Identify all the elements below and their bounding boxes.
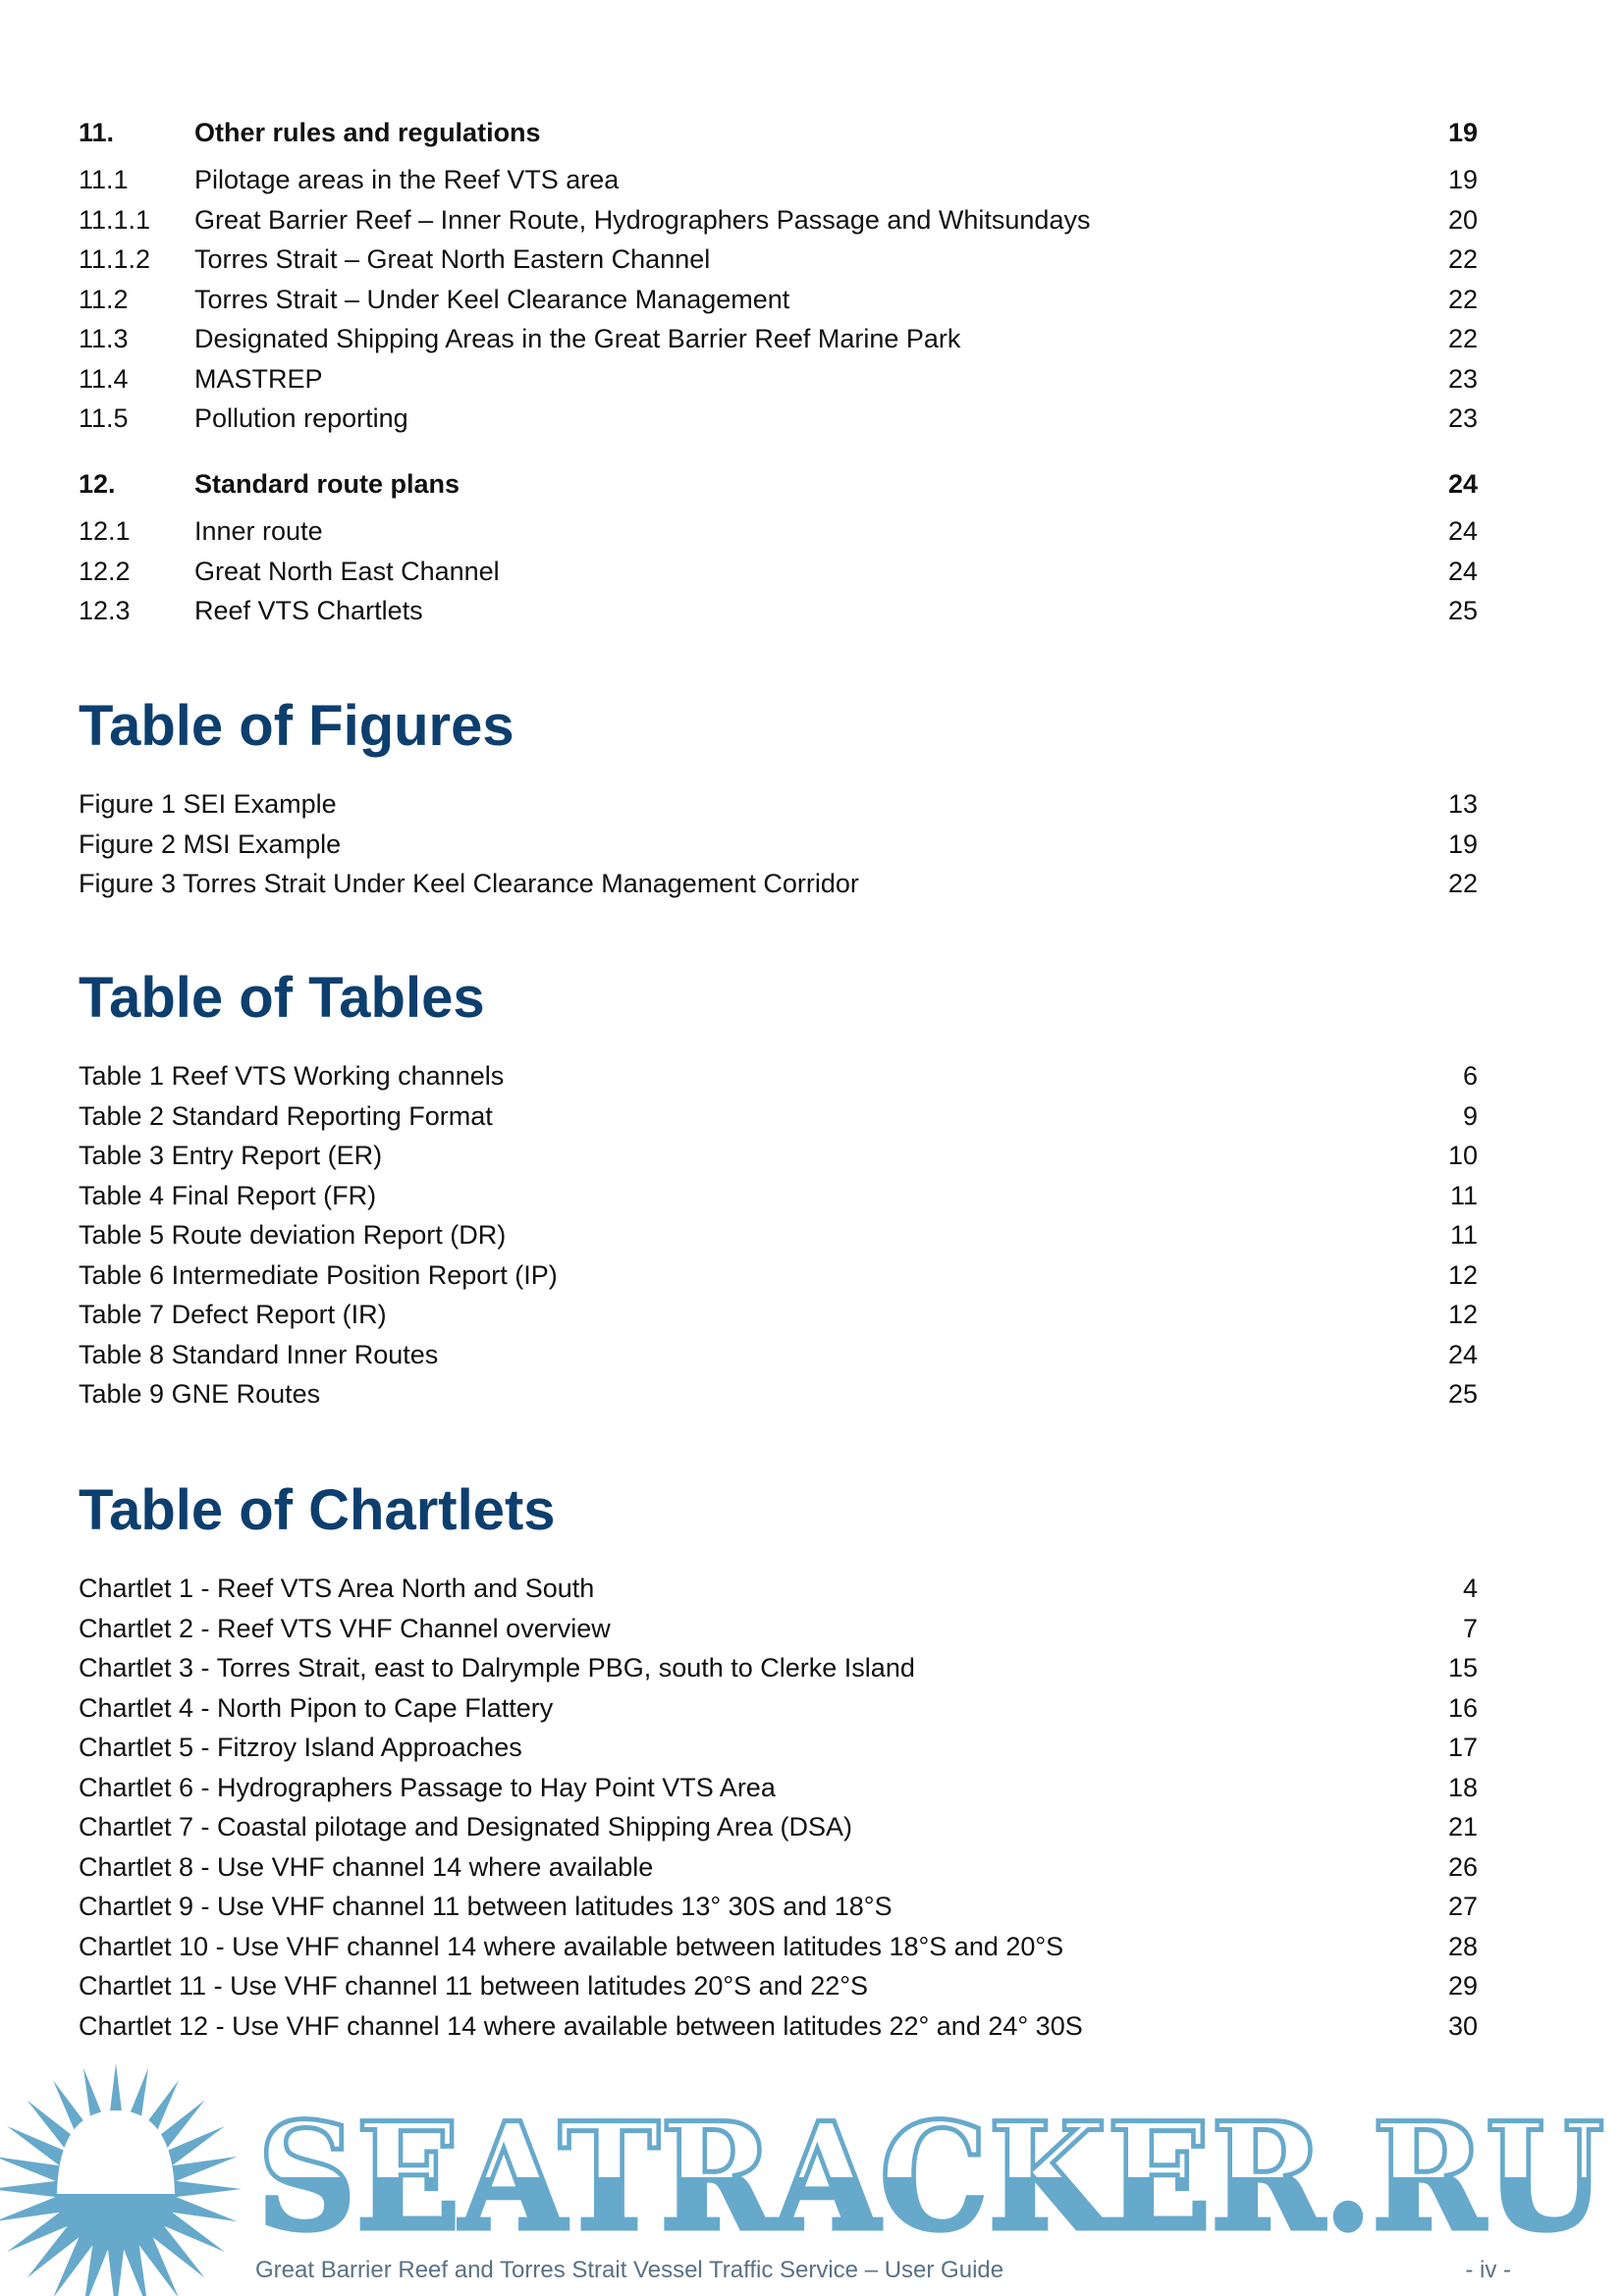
entry-page: 19 (1447, 165, 1478, 194)
entry-page: 23 (1447, 363, 1478, 394)
toc-entry[interactable] (79, 319, 1478, 359)
entry-title: Great North East Channel (194, 556, 500, 586)
entry-page: 4 (1462, 1574, 1478, 1603)
figures-heading: Table of Figures (79, 694, 514, 758)
entry-title: Reef VTS Chartlets (194, 596, 423, 625)
entry-number: 11.1.2 (79, 244, 151, 274)
entry-page: 29 (1447, 1971, 1478, 2001)
entry-title: Chartlet 10 - Use VHF channel 14 where available between latitudes 18°S and 20°S (79, 1931, 1064, 1961)
entry-page: 7 (1462, 1613, 1478, 1643)
chartlets-entry[interactable] (79, 1648, 1478, 1688)
toc-entry[interactable] (79, 280, 1478, 320)
entry-title: MASTREP (194, 363, 323, 394)
toc-entry[interactable] (79, 359, 1478, 400)
entry-title: Figure 1 SEI Example (79, 789, 337, 819)
entry-title: Table 2 Standard Reporting Format (79, 1100, 493, 1131)
entry-page: 19 (1447, 118, 1478, 147)
entry-number: 11.4 (79, 363, 129, 394)
chartlets-heading: Table of Chartlets (79, 1478, 556, 1542)
tables-entry[interactable] (79, 1374, 1478, 1415)
entry-title: Table 9 GNE Routes (79, 1379, 321, 1409)
entry-title: Other rules and regulations (194, 118, 541, 147)
entry-page: 27 (1447, 1892, 1478, 1921)
watermark-text: SEATRACKER.RU (257, 2091, 1604, 2264)
entry-number: 11. (79, 118, 115, 147)
entry-page: 17 (1447, 1733, 1478, 1762)
entry-number: 12.3 (79, 596, 131, 625)
entry-number: 11.1.1 (79, 204, 151, 235)
entry-page: 21 (1447, 1812, 1478, 1842)
entry-title: Figure 3 Torres Strait Under Keel Clearance Management Corridor (79, 869, 859, 898)
entry-page: 16 (1447, 1692, 1478, 1723)
page-footer (255, 2254, 1511, 2287)
entry-page: 19 (1447, 828, 1478, 859)
tables-entry[interactable] (79, 1176, 1478, 1216)
chartlets-entry[interactable] (79, 1807, 1478, 1847)
entry-page: 24 (1447, 1339, 1478, 1369)
entry-page: 12 (1447, 1300, 1478, 1329)
entry-page: 9 (1462, 1100, 1478, 1131)
entry-title: Chartlet 5 - Fitzroy Island Approaches (79, 1733, 522, 1762)
chartlets-entry[interactable] (79, 1966, 1478, 2006)
entry-number: 11.3 (79, 324, 129, 353)
entry-number: 12. (79, 469, 116, 499)
entry-number: 11.5 (79, 403, 129, 433)
entry-title: Chartlet 6 - Hydrographers Passage to Hay Point VTS Area (79, 1772, 776, 1802)
entry-number: 11.1 (79, 165, 129, 194)
toc-entry[interactable] (79, 552, 1478, 592)
entry-page: 22 (1447, 284, 1478, 314)
sun-dome (57, 2110, 175, 2194)
figures-entry[interactable] (79, 784, 1478, 825)
entry-page: 24 (1447, 469, 1478, 499)
chartlets-entry[interactable] (79, 1927, 1478, 1967)
entry-title: Great Barrier Reef – Inner Route, Hydrographers Passage and Whitsundays (194, 204, 1091, 235)
chartlets-entry[interactable] (79, 2006, 1478, 2047)
entry-title: Chartlet 2 - Reef VTS VHF Channel overview (79, 1613, 611, 1643)
chartlets-entry[interactable] (79, 1609, 1478, 1649)
tables-entry[interactable] (79, 1215, 1478, 1255)
entry-page: 11 (1449, 1220, 1478, 1250)
entry-page: 22 (1447, 324, 1478, 353)
entry-page: 24 (1447, 516, 1478, 546)
entry-page: 11 (1449, 1180, 1478, 1210)
tables-entry[interactable] (79, 1056, 1478, 1096)
toc-entry[interactable] (79, 399, 1478, 439)
entry-number: 12.2 (79, 556, 131, 586)
entry-number: 11.2 (79, 284, 129, 314)
tables-entry[interactable] (79, 1096, 1478, 1137)
entry-page: 6 (1462, 1061, 1478, 1091)
entry-page: 28 (1447, 1931, 1478, 1961)
entry-page: 25 (1447, 596, 1478, 625)
chartlets-entry[interactable] (79, 1847, 1478, 1888)
entry-title: Chartlet 1 - Reef VTS Area North and South (79, 1574, 595, 1603)
toc-entry[interactable] (79, 200, 1478, 240)
chartlets-entry[interactable] (79, 1569, 1478, 1609)
tables-entry[interactable] (79, 1136, 1478, 1176)
footer-title: Great Barrier Reef and Torres Strait Vessel Traffic Service – User Guide (255, 2257, 1004, 2283)
tables-heading: Table of Tables (79, 966, 485, 1030)
entry-page: 23 (1447, 403, 1478, 433)
toc-section-12-items (79, 511, 1478, 631)
entry-page: 25 (1447, 1379, 1478, 1409)
entry-title: Chartlet 8 - Use VHF channel 14 where available (79, 1851, 654, 1882)
entry-title: Figure 2 MSI Example (79, 828, 342, 859)
toc-entry-heading[interactable] (79, 464, 1478, 505)
entry-page: 15 (1447, 1653, 1478, 1682)
entry-title: Table 6 Intermediate Position Report (IP) (79, 1259, 558, 1290)
chartlets-entry[interactable] (79, 1768, 1478, 1808)
entry-title: Designated Shipping Areas in the Great Barrier Reef Marine Park (194, 324, 961, 353)
toc-section-11-items (79, 160, 1478, 439)
entry-title: Chartlet 11 - Use VHF channel 11 between latitudes 20°S and 22°S (79, 1971, 869, 2001)
entry-title: Chartlet 4 - North Pipon to Cape Flattery (79, 1692, 554, 1723)
entry-title: Table 4 Final Report (FR) (79, 1180, 377, 1210)
entry-page: 22 (1447, 244, 1478, 274)
entry-number: 12.1 (79, 516, 131, 546)
toc-entry[interactable] (79, 591, 1478, 631)
entry-page: 13 (1447, 789, 1478, 819)
entry-title: Standard route plans (194, 469, 460, 499)
toc-entry-heading[interactable] (79, 113, 1478, 153)
entry-title: Torres Strait – Great North Eastern Channel (194, 244, 711, 274)
entry-page: 24 (1447, 556, 1478, 586)
entry-page: 22 (1447, 869, 1478, 898)
entry-title: Chartlet 9 - Use VHF channel 11 between latitudes 13° 30S and 18°S (79, 1892, 893, 1921)
entry-page: 20 (1447, 204, 1478, 235)
toc-entry[interactable] (79, 511, 1478, 552)
sun-icon (0, 2063, 242, 2296)
toc-section-11 (79, 113, 1478, 153)
figures-list (79, 784, 1478, 904)
tables-entry[interactable] (79, 1255, 1478, 1296)
figures-entry[interactable] (79, 864, 1478, 904)
entry-title: Table 1 Reef VTS Working channels (79, 1061, 505, 1091)
toc-section-12 (79, 464, 1478, 505)
entry-title: Chartlet 7 - Coastal pilotage and Designated Shipping Area (DSA) (79, 1812, 852, 1842)
tables-list (79, 1056, 1478, 1415)
entry-title: Chartlet 3 - Torres Strait, east to Dalrymple PBG, south to Clerke Island (79, 1653, 915, 1682)
entry-page: 30 (1447, 2010, 1478, 2041)
chartlets-entry[interactable] (79, 1728, 1478, 1768)
tables-entry[interactable] (79, 1295, 1478, 1335)
entry-title: Pollution reporting (194, 403, 408, 433)
chartlets-list (79, 1569, 1478, 2046)
entry-title: Chartlet 12 - Use VHF channel 14 where available between latitudes 22° and 24° 30S (79, 2010, 1083, 2041)
tables-entry[interactable] (79, 1335, 1478, 1375)
entry-title: Table 5 Route deviation Report (DR) (79, 1220, 507, 1250)
chartlets-entry[interactable] (79, 1887, 1478, 1927)
footer-page-number: - iv - (1465, 2257, 1511, 2283)
entry-page: 26 (1447, 1851, 1478, 1882)
figures-entry[interactable] (79, 825, 1478, 865)
entry-page: 12 (1447, 1259, 1478, 1290)
entry-page: 18 (1447, 1772, 1478, 1802)
entry-title: Table 7 Defect Report (IR) (79, 1300, 387, 1329)
entry-title: Pilotage areas in the Reef VTS area (194, 165, 620, 194)
entry-page: 10 (1447, 1141, 1478, 1170)
sun-rays (0, 2063, 242, 2296)
chartlets-entry[interactable] (79, 1688, 1478, 1729)
entry-title: Torres Strait – Under Keel Clearance Management (194, 284, 790, 314)
entry-title: Table 3 Entry Report (ER) (79, 1141, 383, 1170)
entry-title: Inner route (194, 516, 323, 546)
toc-entry[interactable] (79, 240, 1478, 280)
entry-title: Table 8 Standard Inner Routes (79, 1339, 439, 1369)
toc-entry[interactable] (79, 160, 1478, 200)
